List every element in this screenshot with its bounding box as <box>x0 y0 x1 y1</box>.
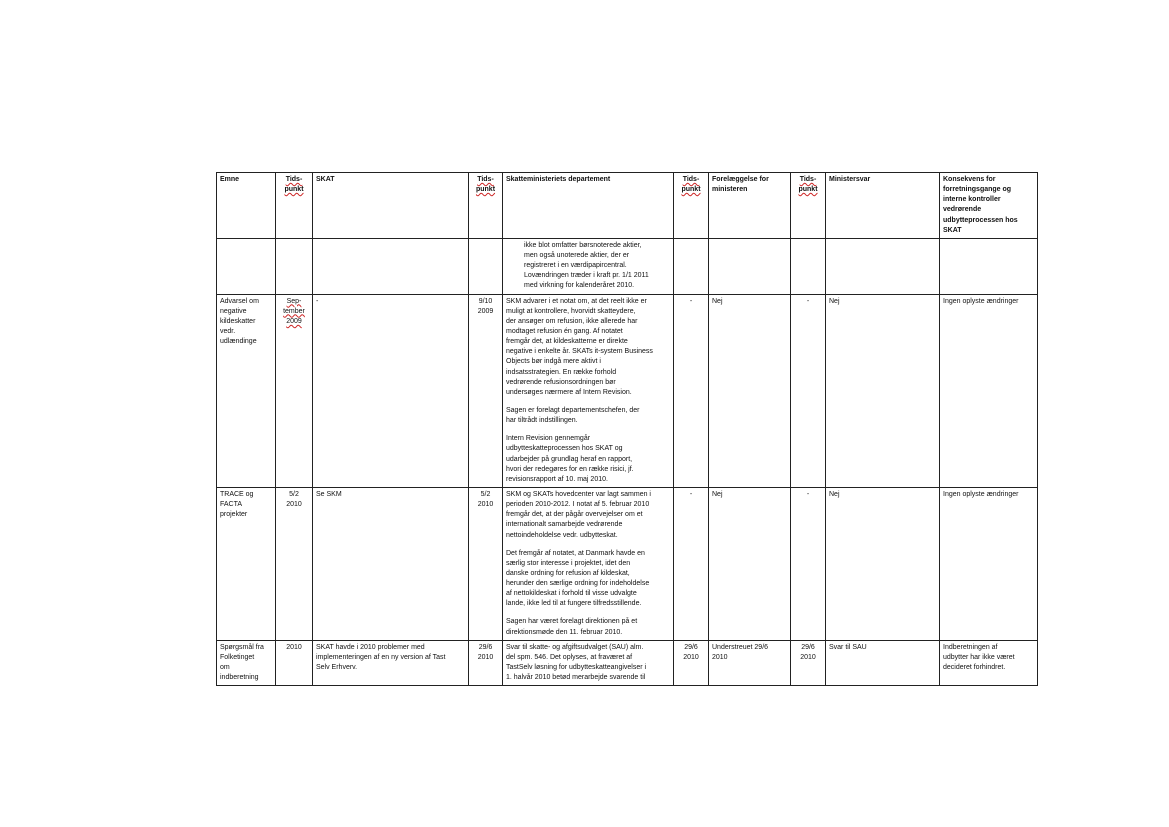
cell-ministersvar <box>826 487 940 640</box>
cell-ministersvar <box>826 238 940 294</box>
header-skat-text: SKAT <box>316 176 335 183</box>
cell-paragraph: Intern Revision gennemgår udbytteskatteprocessen hos SKAT og udarbejder på grundlag heraf en rapport, hvori der redegøres for en række risici, jf. revisionsrapport af 10. maj 2010. <box>506 435 634 483</box>
cell-text: Ingen oplyste ændringer <box>943 297 1019 305</box>
cell-forelaeggelse <box>709 238 791 294</box>
cell-text: 2010 <box>286 643 302 651</box>
table-row <box>217 640 1038 686</box>
header-skatteministeriet <box>503 173 674 239</box>
cell-konsekvens <box>940 294 1038 487</box>
cell-text: 29/6 2010 <box>800 643 816 661</box>
cell-emne <box>217 238 276 294</box>
cell-text: 29/6 2010 <box>477 643 494 661</box>
table-row <box>217 294 1038 487</box>
cell-tidspunkt-3 <box>674 640 709 686</box>
cell-konsekvens <box>940 487 1038 640</box>
header-forelaeggelse <box>709 173 791 239</box>
cell-text: Ingen oplyste ændringer <box>943 490 1019 498</box>
header-skm-text: Skatteministeriets departement <box>506 176 611 183</box>
cell-tidspunkt-2 <box>469 640 503 686</box>
cell-skat <box>313 487 469 640</box>
cell-paragraph: Svar til skatte- og afgiftsudvalget (SAU) alm. del spm. 546. Det oplyses, at fraværet af TastSelv løsning for udbytteskatteangivelser i 1. halvår 2010 betød merarbejde svarende til <box>506 643 647 682</box>
cell-konsekvens <box>940 238 1038 294</box>
cell-text: Se SKM <box>316 490 342 498</box>
header-tidspunkt-1 <box>276 173 313 239</box>
table-row <box>217 238 1038 294</box>
document-table <box>216 172 1038 686</box>
cell-text: Nej <box>829 490 840 498</box>
cell-skat <box>313 640 469 686</box>
cell-paragraph: Sagen er forelagt departementschefen, der har tiltrådt indstillingen. <box>506 406 640 425</box>
cell-text: - <box>806 297 810 305</box>
header-row <box>217 173 1038 239</box>
cell-text: Nej <box>712 490 723 498</box>
cell-paragraph: Det fremgår af notatet, at Danmark havde en særlig stor interesse i projektet, idet den danske ordning for refusion af kildeskat, herunder den særlige ordning for indeholdelse af nettokildeskat i forhold til visse udvalgte lande, ikke led til at fungere tilfredsstillende. <box>506 549 650 608</box>
cell-tidspunkt-3 <box>674 487 709 640</box>
cell-tidspunkt-3 <box>674 294 709 487</box>
header-tids4-text: Tids- punkt <box>798 176 818 194</box>
cell-text: - <box>689 297 693 305</box>
cell-forelaeggelse <box>709 487 791 640</box>
cell-paragraph: Sagen har været forelagt direktionen på et direktionsmøde den 11. februar 2010. <box>506 618 638 636</box>
cell-tidspunkt-2 <box>469 294 503 487</box>
cell-text: Nej <box>829 297 840 305</box>
cell-text: 29/6 2010 <box>683 643 699 661</box>
cell-paragraph: SKM og SKATs hovedcenter var lagt sammen i perioden 2010-2012. I notat af 5. februar 2010 fremgår det, at der pågår overvejelser om et internationalt samarbejde vedrørende nettoindeholdelse vedr. udbytteskat. <box>506 490 651 539</box>
cell-text: Sep- tember 2009 <box>283 297 305 325</box>
cell-text: 9/10 2009 <box>477 297 494 315</box>
cell-skatteministeriet <box>503 294 674 487</box>
cell-tidspunkt-2 <box>469 238 503 294</box>
header-tidspunkt-2 <box>469 173 503 239</box>
header-tids2-text: Tids- punkt <box>475 176 496 194</box>
cell-skat <box>313 294 469 487</box>
cell-text: SKAT havde i 2010 problemer med implementeringen af en ny version af Tast Selv Erhverv. <box>316 643 446 672</box>
header-emne-text: Emne <box>220 176 240 183</box>
cell-skat <box>313 238 469 294</box>
cell-skatteministeriet <box>503 487 674 640</box>
cell-tidspunkt-3 <box>674 238 709 294</box>
cell-text: TRACE og FACTA projekter <box>220 490 254 519</box>
cell-paragraph: SKM advarer i et notat om, at det reelt ikke er muligt at kontrollere, hvorvidt skatteydere, der ansøger om refusion, ikke allerede har modtaget refusion én gang. Af notatet fremgår det, at kildeskatterne er direkte negative i enkelte år. SKATs it-system Business Objects bør indgå mere aktivt i indsatsstrategien. En række forhold vedrørende refusionsordningen bør undersøges nærmere af Intern Revision. <box>506 297 653 396</box>
cell-skatteministeriet <box>503 640 674 686</box>
cell-text: Indberetningen af udbytter har ikke været decideret forhindret. <box>943 643 1015 672</box>
cell-text: - <box>689 490 693 498</box>
cell-tidspunkt-4 <box>791 640 826 686</box>
cell-text: Understreuet 29/6 2010 <box>712 643 769 661</box>
header-konsekvens-text: Konsekvens for forretningsgange og interne kontroller vedrørende udbytteprocessen hos SKAT <box>943 176 1018 234</box>
cell-text: - <box>806 490 810 498</box>
header-tids1-text: Tids- punkt <box>284 176 304 194</box>
cell-konsekvens <box>940 640 1038 686</box>
cell-forelaeggelse <box>709 640 791 686</box>
cell-ministersvar <box>826 294 940 487</box>
cell-text: Spørgsmål fra Folketinget om indberetning <box>220 643 264 682</box>
cell-emne <box>217 294 276 487</box>
cell-tidspunkt-2 <box>469 487 503 640</box>
cell-text: Nej <box>712 297 723 305</box>
header-forelaeggelse-text: Forelæggelse for ministeren <box>712 176 769 194</box>
cell-tidspunkt-4 <box>791 487 826 640</box>
header-ministersvar-text: Ministersvar <box>829 176 871 183</box>
header-skat <box>313 173 469 239</box>
cell-tidspunkt-1 <box>276 238 313 294</box>
header-konsekvens <box>940 173 1038 239</box>
cell-emne <box>217 487 276 640</box>
cell-paragraph: ikke blot omfatter børsnoterede aktier, men også unoterede aktier, der er registreret i en værdipapircentral. Lovændringen træder i kraft pr. 1/1 2011 med virkning for kalenderåret 2010. <box>524 241 649 290</box>
table-row <box>217 487 1038 640</box>
header-emne <box>217 173 276 239</box>
cell-text: Advarsel om negative kildeskatter vedr. udlændinge <box>220 297 259 346</box>
cell-emne <box>217 640 276 686</box>
header-ministersvar <box>826 173 940 239</box>
cell-forelaeggelse <box>709 294 791 487</box>
header-tids3-text: Tids- punkt <box>681 176 701 194</box>
cell-tidspunkt-4 <box>791 294 826 487</box>
cell-text: - <box>316 297 319 305</box>
header-tidspunkt-4 <box>791 173 826 239</box>
cell-tidspunkt-1 <box>276 487 313 640</box>
cell-tidspunkt-1 <box>276 640 313 686</box>
cell-ministersvar <box>826 640 940 686</box>
cell-text: 5/2 2010 <box>477 490 494 509</box>
cell-tidspunkt-1 <box>276 294 313 487</box>
cell-text: 5/2 2010 <box>286 490 302 509</box>
cell-text: Svar til SAU <box>829 643 867 651</box>
header-tidspunkt-3 <box>674 173 709 239</box>
cell-skatteministeriet <box>503 238 674 294</box>
cell-tidspunkt-4 <box>791 238 826 294</box>
